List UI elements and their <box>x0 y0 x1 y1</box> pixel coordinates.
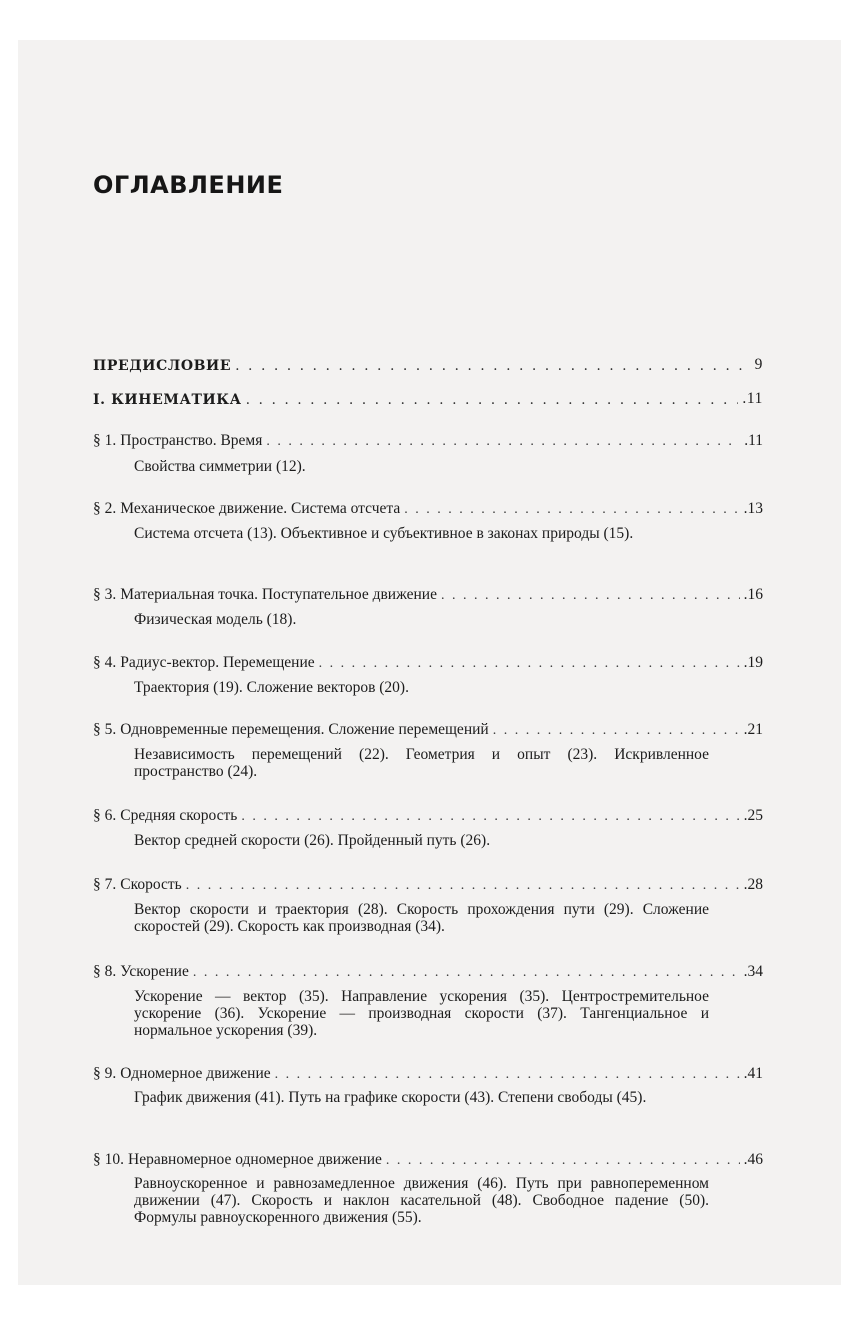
section-page: .21 <box>743 721 763 738</box>
toc-section-10[interactable] <box>93 1147 763 1169</box>
section-title: Ускорение <box>120 963 189 980</box>
toc-chapter-1-title: I. КИНЕМАТИКА <box>93 392 242 408</box>
section-8-subtopics: Ускорение — вектор (35). Направление ускорения (35). Центростремительное ускорение (36). Ускорение — производная скорости (37). Тангенциальное и нормальное ускорения (39). <box>134 988 709 1039</box>
section-5-subtopics: Независимость перемещений (22). Геометрия и опыт (23). Искривленное пространство (24). <box>134 746 709 780</box>
leader-dots <box>404 502 739 518</box>
section-title: Одновременные перемещения. Сложение перемещений <box>120 721 489 738</box>
leader-dots <box>186 878 740 894</box>
section-title: Скорость <box>120 876 182 893</box>
leader-dots <box>386 1153 740 1169</box>
section-7-subtopics: Вектор скорости и траектория (28). Скорость прохождения пути (29). Сложение скоростей (29). Скорость как производная (34). <box>134 901 709 935</box>
toc-section-8[interactable] <box>93 959 763 981</box>
leader-dots <box>241 809 739 825</box>
toc-section-7[interactable] <box>93 872 763 894</box>
section-number: § 10. <box>93 1151 124 1168</box>
leader-dots <box>193 965 740 981</box>
toc-preface-page: 9 <box>754 356 763 373</box>
section-number: § 9. <box>93 1065 117 1082</box>
page-title: ОГЛАВЛЕНИЕ <box>93 171 284 199</box>
section-page: .46 <box>743 1151 763 1168</box>
toc-section-2[interactable] <box>93 496 763 518</box>
toc-preface-title: ПРЕДИСЛОВИЕ <box>93 358 232 374</box>
section-1-subtopics: Свойства симметрии (12). <box>134 458 306 475</box>
section-title: Материальная точка. Поступательное движение <box>120 586 437 603</box>
toc-section-4[interactable] <box>93 650 763 672</box>
section-number: § 8. <box>93 963 117 980</box>
leader-dots <box>493 723 740 739</box>
section-title: Радиус-вектор. Перемещение <box>120 654 315 671</box>
section-10-subtopics: Равноускоренное и равнозамедленное движения (46). Путь при равнопеременном движении (47). Скорость и наклон касательной (48). Свободное падение (50). Формулы равноускоренного движения (55). <box>134 1175 709 1226</box>
leader-dots <box>319 656 740 672</box>
section-number: § 6. <box>93 807 117 824</box>
section-page: .34 <box>743 963 763 980</box>
section-page: .16 <box>743 586 763 603</box>
section-9-subtopics: График движения (41). Путь на графике скорости (43). Степени свободы (45). <box>134 1089 647 1106</box>
section-4-subtopics: Траектория (19). Сложение векторов (20). <box>134 679 409 696</box>
section-title: Пространство. Время <box>120 432 263 449</box>
section-page: .41 <box>743 1065 763 1082</box>
toc-chapter-1-page: .11 <box>742 390 763 407</box>
toc-preface[interactable] <box>93 352 763 374</box>
leader-dots <box>246 392 739 408</box>
section-page: .11 <box>744 432 763 449</box>
toc-section-1[interactable] <box>93 428 763 450</box>
toc-section-6[interactable] <box>93 803 763 825</box>
section-page: .19 <box>743 654 763 671</box>
section-title: Механическое движение. Система отсчета <box>120 500 401 517</box>
section-number: § 3. <box>93 586 117 603</box>
toc-section-9[interactable] <box>93 1061 763 1083</box>
section-title: Одномерное движение <box>120 1065 271 1082</box>
section-3-subtopics: Физическая модель (18). <box>134 611 297 628</box>
section-page: .13 <box>743 500 763 517</box>
section-page: .28 <box>743 876 763 893</box>
section-2-subtopics: Система отсчета (13). Объективное и субъективное в законах природы (15). <box>134 525 634 542</box>
section-6-subtopics: Вектор средней скорости (26). Пройденный путь (26). <box>134 832 491 849</box>
section-page: .25 <box>743 807 763 824</box>
section-number: § 1. <box>93 432 117 449</box>
section-number: § 7. <box>93 876 117 893</box>
leader-dots <box>266 434 740 450</box>
leader-dots <box>275 1067 740 1083</box>
leader-dots <box>441 588 740 604</box>
section-number: § 2. <box>93 500 117 517</box>
section-title: Средняя скорость <box>120 807 238 824</box>
section-title: Неравномерное одномерное движение <box>128 1151 382 1168</box>
section-number: § 4. <box>93 654 117 671</box>
toc-chapter-1[interactable] <box>93 386 763 408</box>
section-number: § 5. <box>93 721 117 738</box>
toc-section-5[interactable] <box>93 717 763 739</box>
toc-section-3[interactable] <box>93 582 763 604</box>
leader-dots <box>235 358 750 374</box>
